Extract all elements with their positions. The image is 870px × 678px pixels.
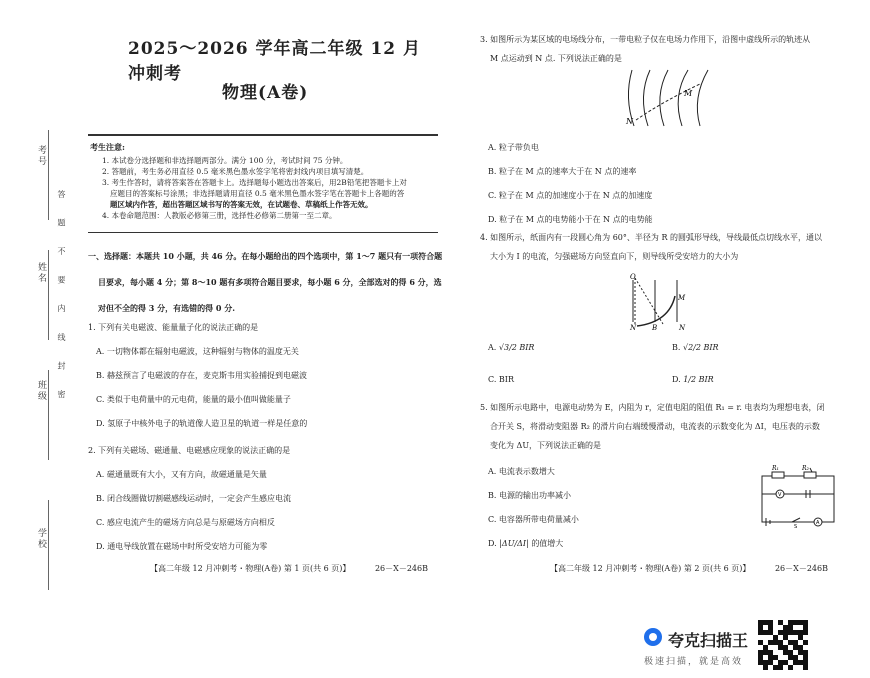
question-2-option: A. 磁通量既有大小，又有方向，故磁通量是矢量 — [96, 470, 267, 479]
scanner-watermark — [640, 618, 860, 674]
footer-right — [550, 563, 828, 574]
scanner-slogan: 极速扫描，就是高效 — [644, 657, 744, 667]
notice-item: 2. 答题前，考生务必用直径 0.5 毫米黑色墨水签字笔将密封线内项目填写清楚。 — [102, 167, 369, 176]
question-2-stem: 2. 下列有关磁场、磁通量、电磁感应现象的说法正确的是 — [88, 446, 291, 455]
footer-left — [150, 563, 428, 574]
question-5-option-d-expr: |ΔU/ΔI| — [499, 539, 529, 548]
notice-item: 4. 本卷命题范围：人教版必修第三册，选择性必修第二册第一至二章。 — [102, 211, 337, 220]
question-4-option-d — [672, 374, 714, 385]
question-4-option-a-label: A. — [488, 343, 497, 352]
subject-title: 物理(A卷) — [222, 83, 309, 103]
question-4 — [480, 232, 840, 262]
footer-right-text: 【高二年级 12 月冲刺考・物理(A卷) 第 2 页(共 6 页)】 — [550, 564, 751, 573]
binding-xuexiao: 学校 — [36, 528, 46, 550]
question-5 — [480, 402, 840, 451]
section-1-instructions — [88, 243, 443, 321]
question-5-label-a: A — [816, 520, 820, 526]
notice-item: 1. 本试卷分选择题和非选择题两部分。满分 100 分，考试时间 75 分钟。 — [102, 156, 348, 165]
question-5-option: C. 电容器所带电荷量减小 — [488, 515, 579, 524]
question-5-stem-3: 变化为 ΔU，下列说法正确的是 — [490, 441, 602, 450]
question-4-option-d-value: 1/2 BIR — [683, 375, 714, 384]
binding-kaohao: 考号 — [36, 145, 46, 167]
question-4-option-c: C. BIR — [488, 375, 514, 384]
question-4-label-b: B — [652, 324, 658, 332]
question-3-label-n: N — [626, 117, 633, 126]
question-4-label-o: O — [630, 273, 636, 281]
question-5-option-d — [488, 538, 563, 549]
question-5-options — [488, 466, 728, 525]
binding-xingming: 姓名 — [36, 262, 46, 284]
question-3-stem-2: M 点运动到 N 点. 下列说法正确的是 — [490, 54, 622, 63]
question-5-label-s: S — [794, 524, 798, 528]
question-4-option-b-label: B. — [672, 343, 681, 352]
binding-line-1 — [48, 130, 49, 220]
question-4-stem-2: 大小为 I 的电流，匀强磁场方向竖直向下，则导线所受安培力的大小为 — [490, 252, 739, 261]
question-5-option: B. 电源的输出功率减小 — [488, 491, 571, 500]
binding-warning: 答 题 不 要 内 线 封 密 — [57, 190, 66, 407]
binding-banji: 班级 — [36, 380, 46, 402]
question-3-option: D. 粒子在 M 点的电势能小于在 N 点的电势能 — [488, 215, 653, 224]
notice-top-rule — [88, 134, 438, 136]
question-3-figure — [622, 68, 712, 130]
notice-list — [102, 155, 447, 221]
question-1-stem: 1. 下列有关电磁波、能量量子化的说法正确的是 — [88, 323, 259, 332]
footer-left-code: 26－X－246B — [374, 564, 428, 573]
question-3-stem: 3. 如图所示为某区域的电场线分布，一带电粒子仅在电场力作用下，沿图中虚线所示的轨迹从 — [480, 35, 811, 44]
qr-code-icon — [758, 620, 808, 670]
question-4-label-m: M — [678, 294, 686, 302]
question-4-option-b-value: √2/2 BIR — [682, 343, 719, 352]
binding-line-2 — [48, 250, 49, 340]
question-2 — [88, 445, 443, 552]
binding-line-4 — [48, 500, 49, 590]
question-3-option: B. 粒子在 M 点的速率大于在 N 点的速率 — [488, 167, 637, 176]
notice-item: 应题目的答案标号涂黑；非选择题请用直径 0.5 毫米黑色墨水签字笔在答题卡上各题的答 — [110, 189, 405, 198]
section-1-line: 对但不全的得 3 分，有选错的得 0 分. — [98, 303, 236, 313]
question-5-label-r2: R₂ — [802, 465, 809, 472]
question-3-option: C. 粒子在 M 点的加速度小于在 N 点的加速度 — [488, 191, 653, 200]
binding-strip — [0, 0, 75, 678]
question-4-stem: 4. 如图所示，纸面内有一段圆心角为 60°、半径为 R 的圆弧形导线，导线最低点切线水平，通以 — [480, 233, 823, 242]
question-1-option: D. 氢原子中核外电子的轨道像人造卫星的轨道一样是任意的 — [96, 419, 308, 428]
question-5-option-d-suffix: 的值增大 — [531, 539, 564, 548]
question-4-option-a — [488, 342, 534, 353]
question-4-label-n1: N — [630, 324, 637, 332]
question-4-option-b — [672, 342, 719, 353]
notice-item: 3. 考生作答时，请将答案答在答题卡上。选择题每小题选出答案后，用2B铅笔把答题卡上对 — [102, 178, 407, 187]
section-1-line: 一、选择题：本题共 10 小题，共 46 分。在每小题给出的四个选项中，第 1～7 题只有一项符合题 — [88, 251, 443, 261]
question-2-option: D. 通电导线放置在磁场中时所受安培力可能为零 — [96, 542, 268, 551]
question-1-option: A. 一切物体都在辐射电磁波，这种辐射与物体的温度无关 — [96, 347, 299, 356]
question-5-stem-2: 合开关 S，将滑动变阻器 R₂ 的滑片向右端缓慢滑动，电流表的示数变化为 ΔI，电压表的示数 — [490, 422, 820, 431]
notice-item: 题区域内作答，超出答题区域书写的答案无效，在试题卷、草稿纸上作答无效。 — [110, 200, 373, 209]
scanner-logo-icon — [644, 628, 662, 646]
question-4-option-a-value: √3/2 BIR — [498, 343, 535, 352]
footer-right-code: 26－X－246B — [774, 564, 828, 573]
question-2-option: B. 闭合线圈做切割磁感线运动时，一定会产生感应电流 — [96, 494, 291, 503]
question-5-label-v: V — [778, 492, 782, 498]
notice-bottom-rule — [88, 232, 438, 233]
scanner-brand: 夸克扫描王 — [668, 631, 749, 650]
question-4-label-n2: N — [679, 324, 686, 332]
question-5-option-d-label: D. — [488, 539, 497, 548]
question-3-options — [488, 142, 828, 225]
question-3 — [480, 34, 840, 64]
binding-line-3 — [48, 370, 49, 460]
exam-title: 2025～2026 学年高二年级 12 月冲刺考 — [128, 39, 422, 84]
question-5-option: A. 电流表示数增大 — [488, 467, 555, 476]
question-5-label-r1: R₁ — [772, 465, 779, 472]
question-4-figure — [625, 272, 695, 332]
question-1-option: C. 类似于电荷量中的元电荷，能量的最小值叫做能量子 — [96, 395, 291, 404]
question-2-option: C. 感应电流产生的磁场方向总是与原磁场方向相反 — [96, 518, 275, 527]
question-3-label-m: M — [684, 89, 693, 98]
question-5-circuit — [752, 462, 840, 528]
question-1 — [88, 322, 443, 429]
question-3-option: A. 粒子带负电 — [488, 143, 539, 152]
question-5-stem: 5. 如图所示电路中，电源电动势为 E，内阻为 r，定值电阻的阻值 R₁ = r. 电表均为理想电表，闭 — [480, 403, 825, 412]
question-4-option-d-label: D. — [672, 375, 681, 384]
notice-heading: 考生注意: — [90, 142, 125, 152]
footer-left-text: 【高二年级 12 月冲刺考・物理(A卷) 第 1 页(共 6 页)】 — [150, 564, 351, 573]
section-1-line: 目要求，每小题 4 分；第 8～10 题有多项符合题目要求，每小题 6 分，全部选对的得 6 分，选 — [98, 277, 442, 287]
question-1-option: B. 赫兹预言了电磁波的存在，麦克斯韦用实验捕捉到电磁波 — [96, 371, 307, 380]
